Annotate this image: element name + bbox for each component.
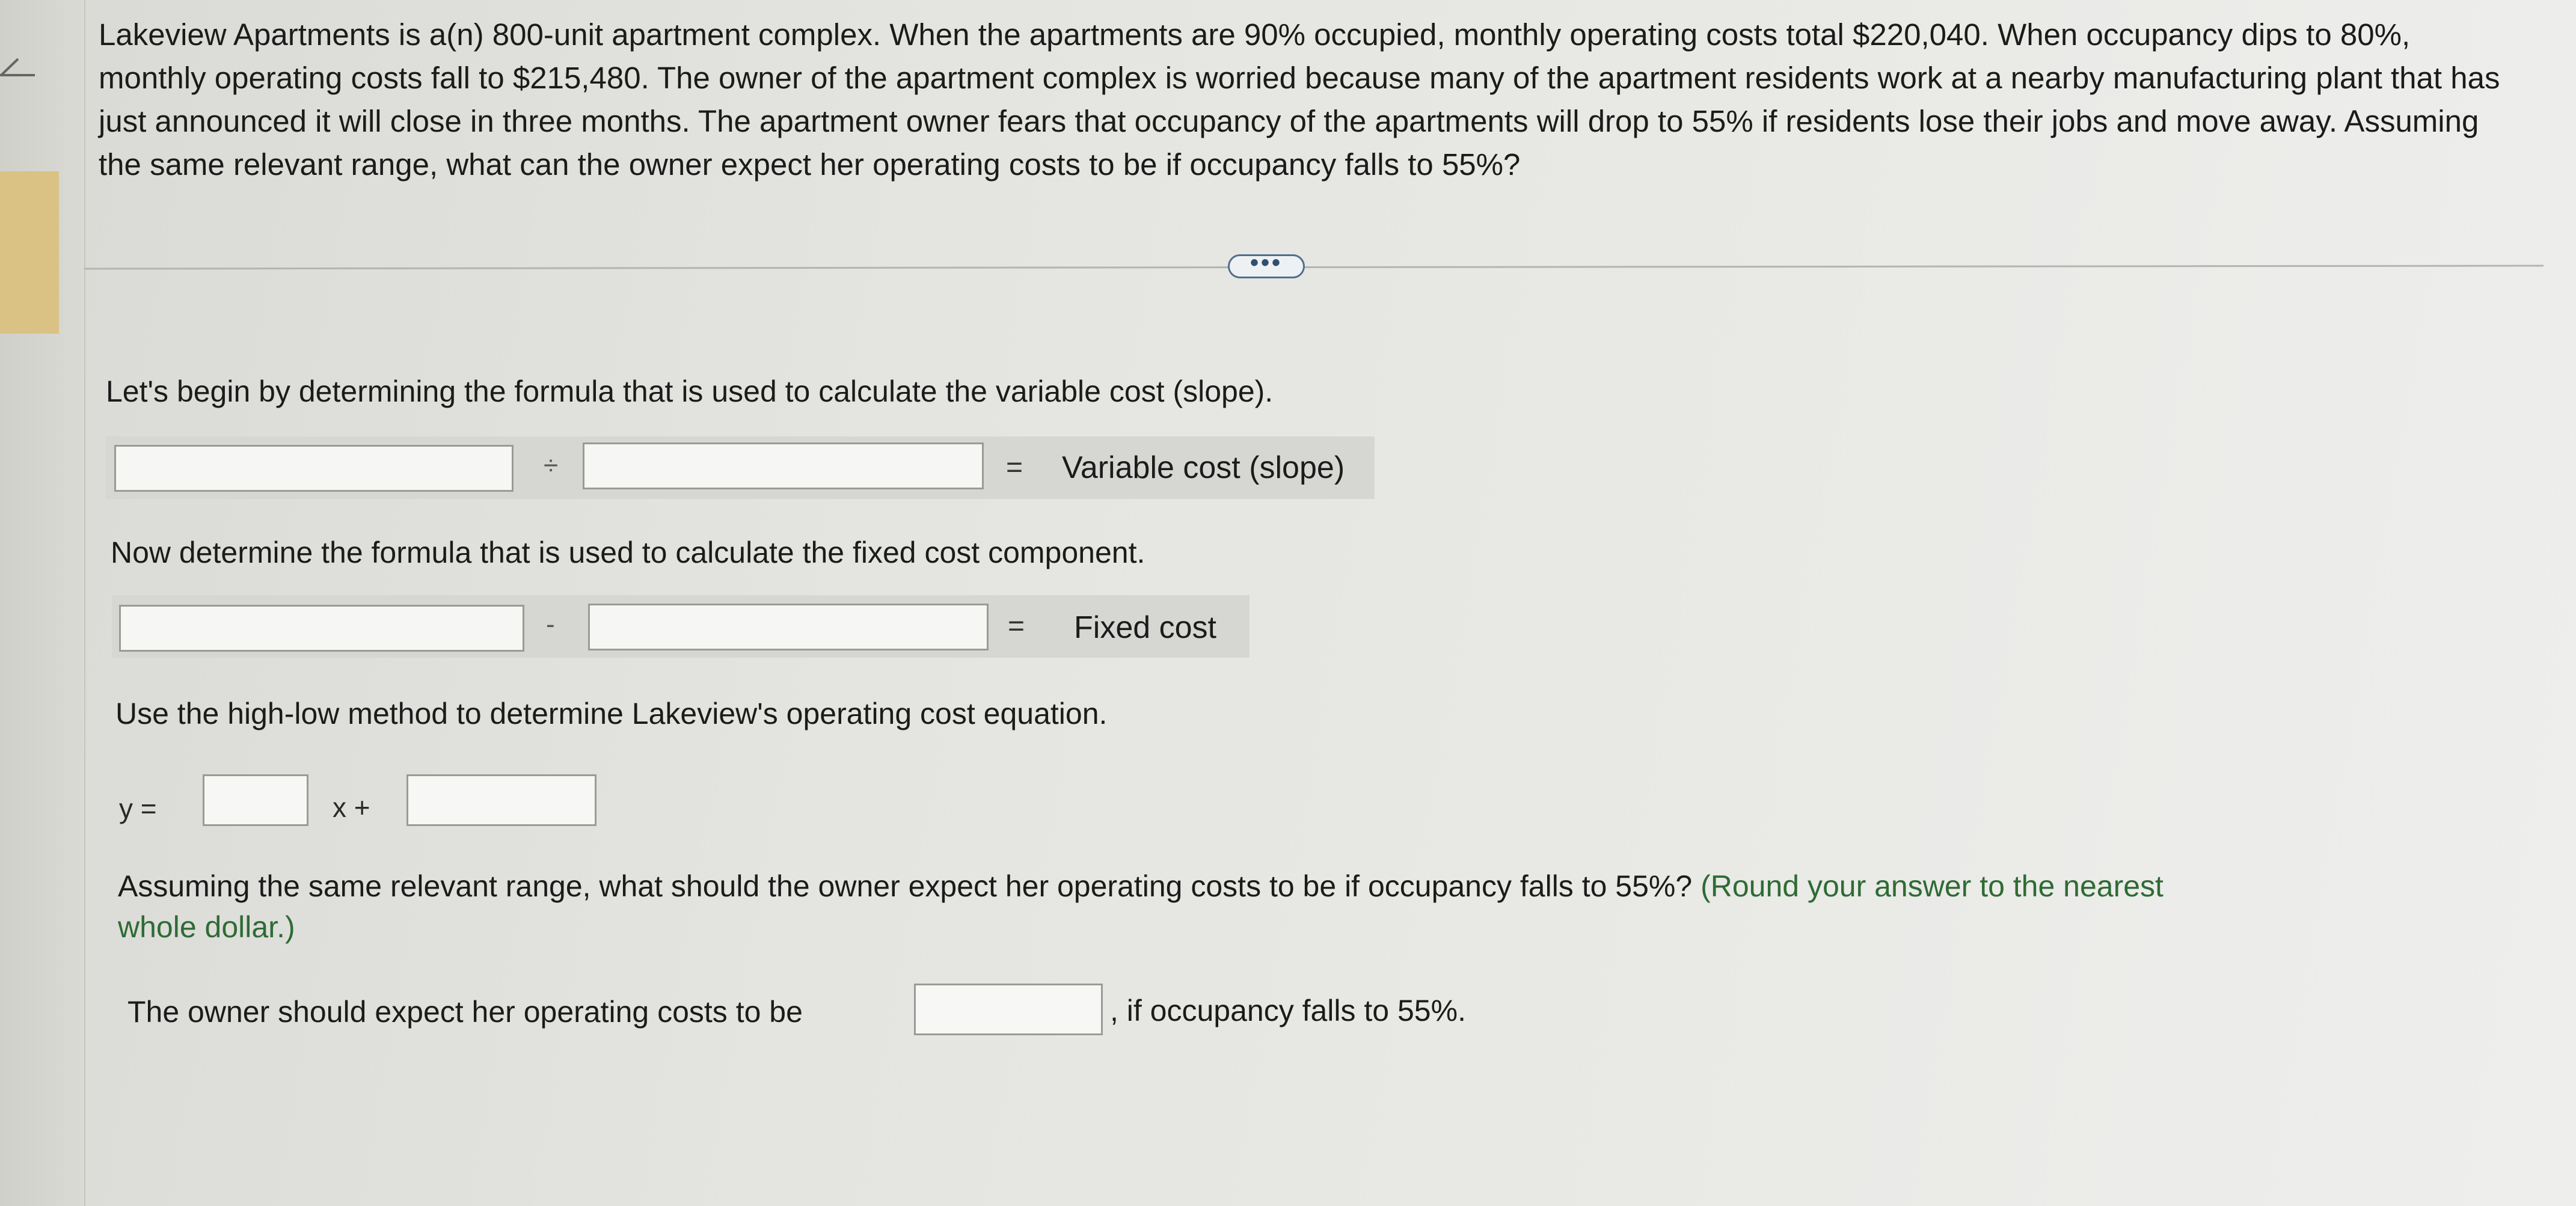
question-text: Lakeview Apartments is a(n) 800-unit apartment complex. When the apartments are 90% occupied, monthly operating costs total $220,040. When occupancy dips to 80%, monthly operating costs fall to $215,480. The owner of the apartment complex is worried because many of the apartment residents work at a nearby manufacturing plant that has just announced it will close in three months. The apartment owner fears that occupancy of the apartments will drop to 55% if residents lose their jobs and move away. Assuming the same relevant range, what can the owner expect her operating costs to be if occupancy falls to 55%? [99,17,2500,182]
question-marker-tab[interactable] [0,171,59,334]
variable-cost-prompt: Let's begin by determining the formula that is used to calculate the variable cost (slope). [106,375,1274,408]
expected-cost-question: Assuming the same relevant range, what should the owner expect her operating costs to be if occupancy falls to 55%? [118,869,1693,903]
equation-prompt: Use the high-low method to determine Lakeview's operating cost equation. [115,697,1108,730]
answer-sentence-end: , if occupancy falls to 55%. [1110,994,1466,1027]
section-divider [84,265,2544,270]
slope-input[interactable] [203,774,308,826]
variable-cost-numerator-input[interactable] [114,445,514,492]
intercept-input[interactable] [406,774,596,826]
x-plus-label: x + [333,792,370,823]
divide-operator: ÷ [544,451,559,480]
back-arrow-icon[interactable] [0,54,36,96]
answer-sentence-start: The owner should expect her operating costs to be [127,995,803,1029]
variable-cost-result-label: Variable cost (slope) [1062,450,1345,485]
fixed-cost-minuend-input[interactable] [119,605,524,652]
fixed-cost-formula-row [112,595,1250,658]
fixed-cost-result-label: Fixed cost [1074,610,1216,645]
rounding-instruction-cont: whole dollar.) [118,910,295,944]
fixed-cost-prompt: Now determine the formula that is used to calculate the fixed cost component. [111,536,1145,569]
show-more-button[interactable]: ••• [1228,254,1305,278]
variable-cost-denominator-input[interactable] [583,442,984,489]
expected-cost-answer-input[interactable] [914,984,1103,1035]
equals-sign: = [1006,451,1023,483]
y-equals-label: y = [119,793,157,824]
equals-sign: = [1008,610,1025,642]
subtract-operator: - [546,610,555,639]
rounding-instruction: (Round your answer to the nearest [1700,869,2164,903]
fixed-cost-subtrahend-input[interactable] [588,604,989,650]
variable-cost-formula-row [106,436,1375,499]
expected-cost-prompt [118,866,2433,947]
